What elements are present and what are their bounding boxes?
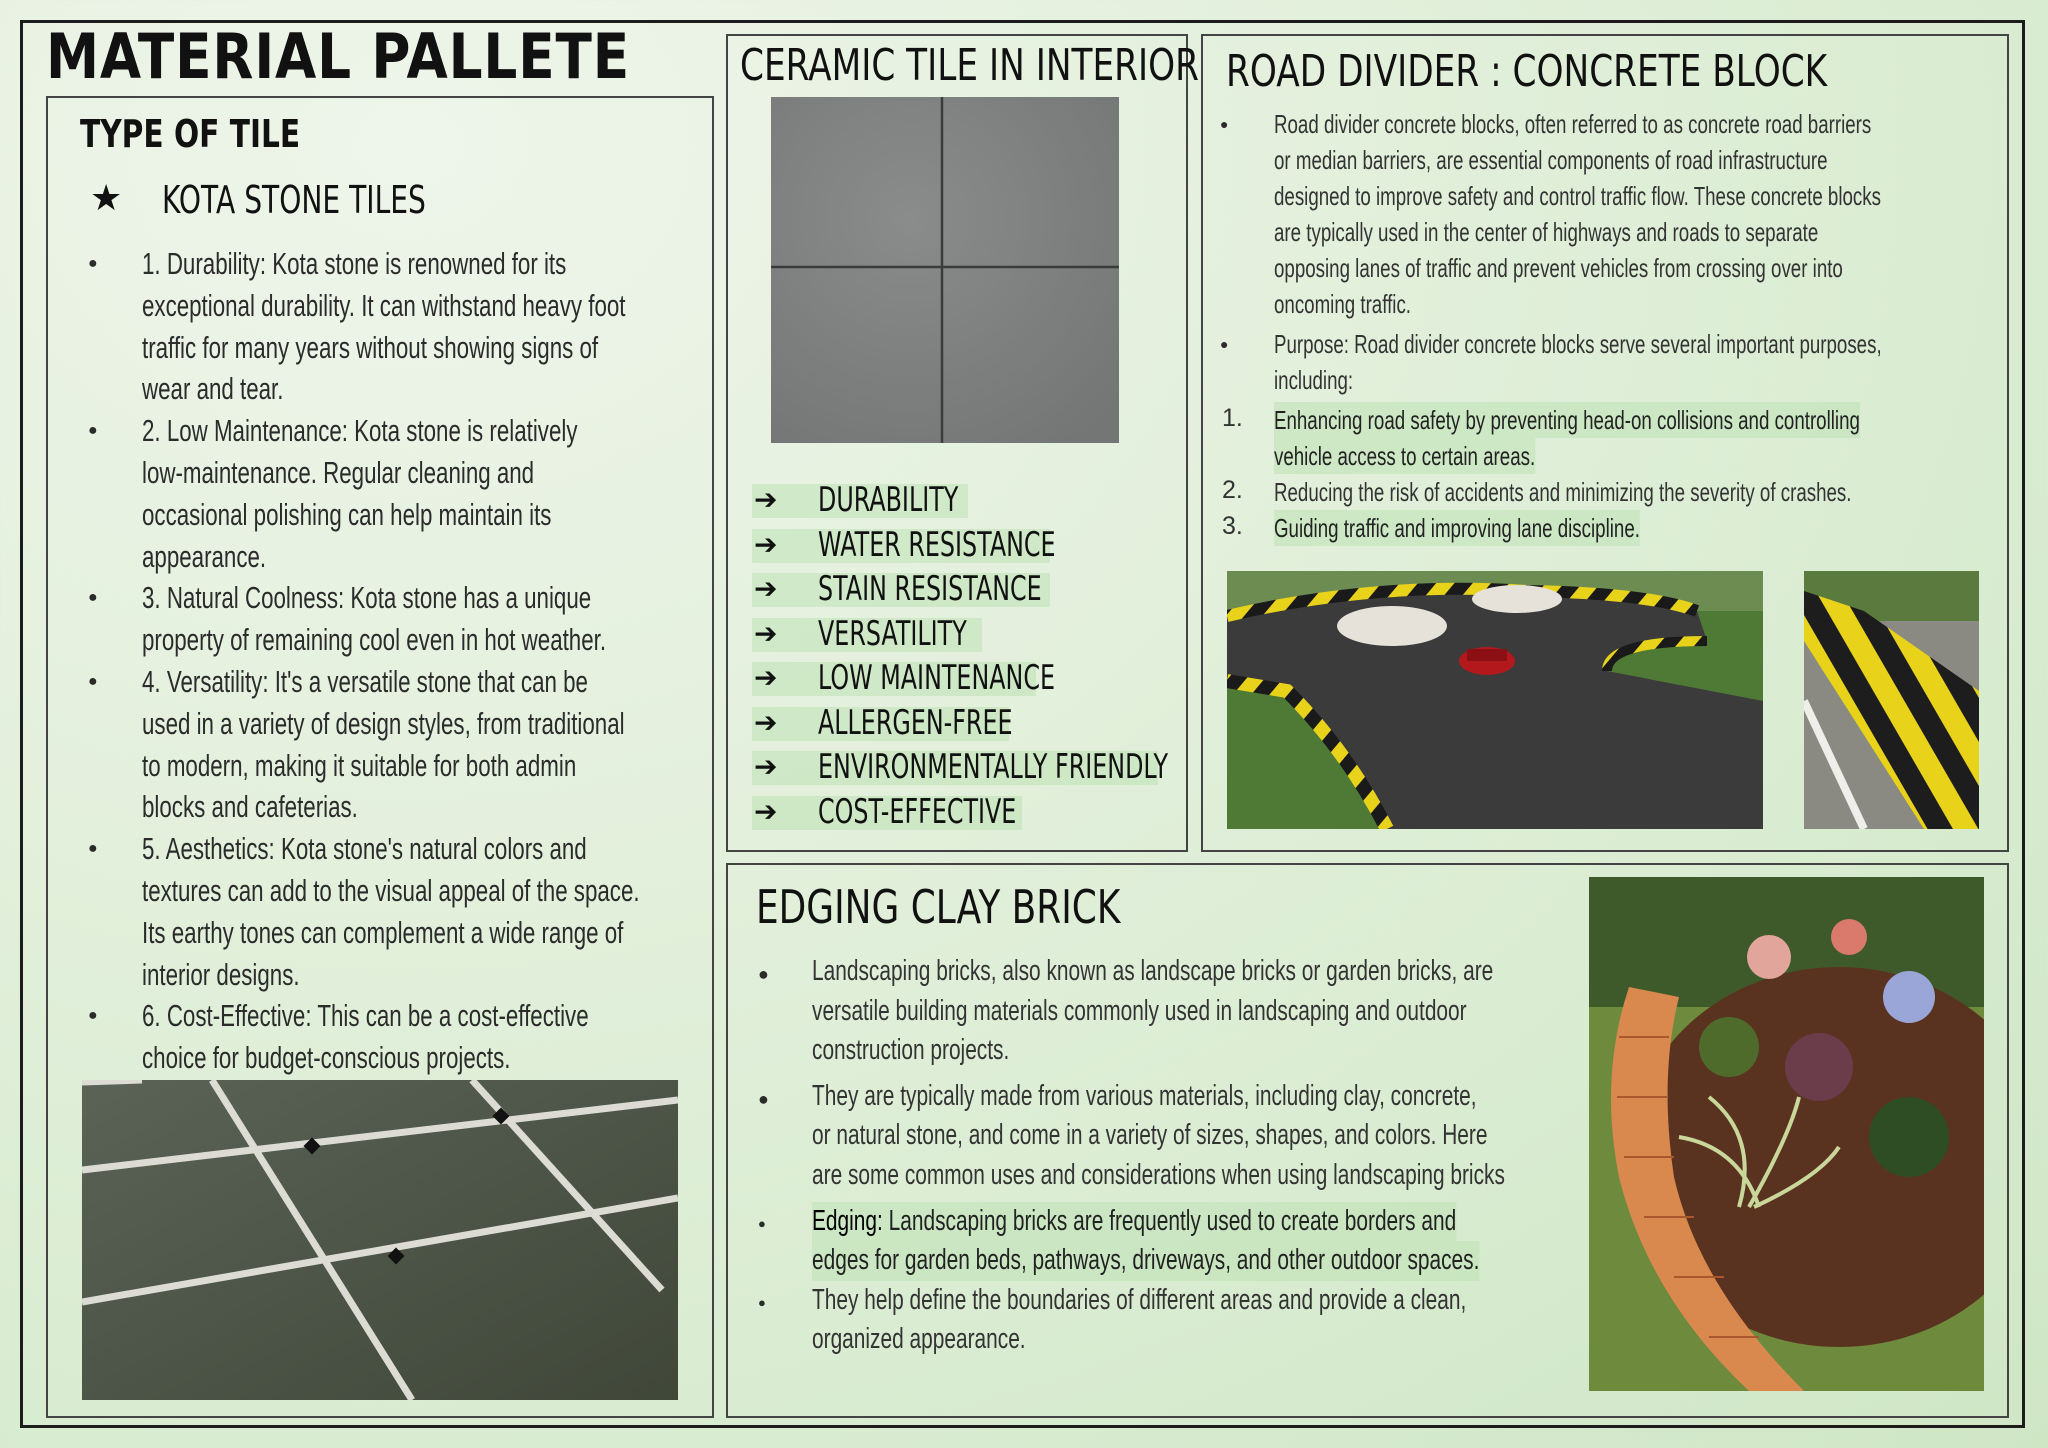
kota-point-line: 3. Natural Coolness: Kota stone has a unique (142, 580, 592, 616)
brick-bullet-line: versatile building materials commonly used in landscaping and outdoor (812, 994, 1467, 1027)
bullet-icon: ● (88, 1007, 98, 1025)
kota-point-line: Its earthy tones can complement a wide range of (142, 914, 624, 950)
kota-point-line: 2. Low Maintenance: Kota stone is relatively (142, 413, 578, 449)
brick-bullet-item (756, 1281, 1576, 1360)
road-numbered-item (1218, 402, 1998, 474)
road-numbered-line: Enhancing road safety by preventing head-on collisions and controlling (1274, 402, 1860, 438)
ceramic-tile-graphic (771, 97, 1119, 443)
list-number: 2. (1222, 476, 1243, 504)
kota-points-list (86, 243, 706, 1079)
bullet-icon: ● (1220, 336, 1229, 352)
kota-point-item (86, 410, 706, 577)
kota-point-line: blocks and cafeterias. (142, 789, 358, 825)
brick-bullet-item (756, 952, 1576, 1071)
road-divider-render-image (1227, 571, 1763, 829)
road-bullet-item (1218, 326, 1998, 398)
arrow-right-icon: ➔ (754, 616, 778, 650)
bullet-icon: ● (88, 840, 98, 858)
bullet-icon: ● (88, 255, 98, 272)
kota-point-item (86, 661, 706, 828)
divider-photo-graphic (1804, 571, 1979, 829)
ceramic-feature-item (752, 745, 1172, 790)
kota-point-line: property of remaining cool even in hot weather. (142, 622, 607, 658)
kota-subheading-label: KOTA STONE TILES (162, 178, 426, 222)
arrow-right-icon: ➔ (754, 750, 778, 783)
kota-point-line: traffic for many years without showing signs of (142, 329, 599, 365)
road-divider-text (1218, 106, 1998, 546)
kota-subheading (90, 178, 426, 222)
ceramic-feature-label: VERSATILITY (818, 613, 967, 654)
garden-graphic (1589, 877, 1984, 1391)
brick-bullet-line: construction projects. (812, 1034, 1010, 1067)
road-bullet-line: or median barriers, are essential components of road infrastructure (1274, 145, 1828, 175)
edging-brick-garden-image (1589, 877, 1984, 1391)
arrow-right-icon: ➔ (754, 661, 778, 694)
road-bullet-line: are typically used in the center of highways and roads to separate (1274, 217, 1819, 247)
ceramic-feature-label: COST-EFFECTIVE (818, 791, 1017, 832)
arrow-right-icon: ➔ (754, 572, 778, 605)
brick-bullet-line: or natural stone, and come in a variety of sizes, shapes, and colors. Here (812, 1119, 1488, 1152)
road-bullet-line: oncoming traffic. (1274, 289, 1412, 319)
brick-bullet-line: organized appearance. (812, 1323, 1026, 1356)
kota-point-line: exceptional durability. It can withstand heavy foot (142, 287, 626, 323)
brick-edging-line (812, 1202, 1456, 1242)
kota-point-item (86, 577, 706, 661)
kota-point-line: textures can add to the visual appeal of the space. (142, 872, 640, 908)
star-icon: ★ (90, 178, 123, 219)
road-divider-heading: ROAD DIVIDER : CONCRETE BLOCK (1226, 46, 1828, 97)
kota-point-item (86, 995, 706, 1079)
kota-point-line: low-maintenance. Regular cleaning and (142, 454, 535, 490)
brick-bullet-line: are some common uses and considerations when using landscaping bricks (812, 1158, 1505, 1191)
kota-point-item (86, 243, 706, 410)
ceramic-feature-item (752, 523, 1172, 568)
ceramic-feature-label: ALLERGEN-FREE (818, 702, 1013, 743)
road-numbered-item (1218, 510, 1998, 546)
brick-edging-line: edges for garden beds, pathways, driveways, and other outdoor spaces. (812, 1241, 1479, 1281)
bullet-icon: ● (758, 1215, 766, 1231)
bullet-icon: ● (88, 589, 98, 607)
ceramic-feature-item (752, 612, 1172, 657)
kota-point-line: 1. Durability: Kota stone is renowned for its (142, 246, 567, 281)
bullet-icon: ● (758, 964, 769, 984)
kota-floor-graphic (82, 1080, 678, 1400)
ceramic-feature-item (752, 790, 1172, 835)
ceramic-feature-item (752, 478, 1172, 523)
edging-text: Landscaping bricks are frequently used to create borders and (882, 1204, 1457, 1237)
brick-edging-item (756, 1202, 1576, 1281)
list-number: 3. (1222, 512, 1243, 540)
arrow-right-icon: ➔ (754, 527, 778, 561)
ceramic-feature-item (752, 567, 1172, 612)
ceramic-feature-label: DURABILITY (818, 480, 959, 520)
kota-point-line: 4. Versatility: It's a versatile stone that can be (142, 663, 588, 699)
arrow-right-icon: ➔ (754, 483, 778, 516)
bullet-icon: ● (758, 1088, 769, 1109)
kota-point-line: interior designs. (142, 956, 300, 992)
road-bullet-line: Road divider concrete blocks, often referred to as concrete road barriers (1274, 109, 1872, 139)
ceramic-tile-image (771, 97, 1119, 443)
ceramic-feature-label: STAIN RESISTANCE (818, 569, 1042, 609)
kota-floor-image (82, 1080, 678, 1400)
bullet-icon: ● (88, 672, 98, 690)
road-bullet-line: Purpose: Road divider concrete blocks serve several important purposes, (1274, 329, 1882, 359)
ceramic-feature-item (752, 656, 1172, 701)
ceramic-heading: CERAMIC TILE IN INTERIOR (740, 40, 1199, 91)
type-of-tile-heading: TYPE OF TILE (80, 112, 301, 156)
ceramic-feature-label: ENVIRONMENTALLY FRIENDLY (818, 747, 1169, 787)
kota-point-line: 5. Aesthetics: Kota stone's natural colors and (142, 831, 587, 867)
kota-point-line: used in a variety of design styles, from traditional (142, 705, 625, 741)
ceramic-features-list (752, 478, 1172, 834)
road-bullet-line: including: (1274, 365, 1354, 395)
kota-point-line: 6. Cost-Effective: This can be a cost-effective (142, 998, 589, 1034)
road-bullet-line: designed to improve safety and control traffic flow. These concrete blocks (1274, 181, 1881, 211)
kota-point-line: wear and tear. (142, 371, 284, 407)
ceramic-feature-label: LOW MAINTENANCE (818, 658, 1056, 698)
road-numbered-item (1218, 474, 1998, 510)
kota-point-line: choice for budget-conscious projects. (142, 1040, 511, 1076)
edging-brick-heading: EDGING CLAY BRICK (756, 880, 1121, 934)
kota-point-item (86, 828, 706, 995)
brick-bullet-item (756, 1077, 1576, 1196)
bullet-icon: ● (1220, 116, 1229, 132)
kota-point-line: to modern, making it suitable for both admin (142, 747, 577, 783)
ceramic-feature-item (752, 701, 1172, 746)
road-numbered-line: Guiding traffic and improving lane discipline. (1274, 510, 1640, 546)
road-numbered-line: Reducing the risk of accidents and minimizing the severity of crashes. (1274, 477, 1852, 507)
road-bullet-line: opposing lanes of traffic and prevent vehicles from crossing over into (1274, 253, 1843, 283)
page-title: MATERIAL PALLETE (46, 20, 631, 93)
road-render-graphic (1227, 571, 1763, 829)
ceramic-feature-label: WATER RESISTANCE (818, 524, 1056, 565)
road-divider-photo-image (1804, 571, 1979, 829)
brick-bullet-line: They are typically made from various materials, including clay, concrete, (812, 1079, 1477, 1112)
arrow-right-icon: ➔ (754, 705, 778, 739)
kota-point-line: appearance. (142, 538, 267, 574)
arrow-right-icon: ➔ (754, 794, 778, 828)
brick-bullet-line: They help define the boundaries of different areas and provide a clean, (812, 1283, 1467, 1316)
edging-brick-text (756, 952, 1576, 1360)
bullet-icon: ● (758, 1294, 766, 1310)
edging-label: Edging: (812, 1204, 883, 1237)
brick-bullet-line: Landscaping bricks, also known as landscape bricks or garden bricks, are (812, 955, 1494, 987)
kota-point-line: occasional polishing can help maintain its (142, 496, 552, 532)
list-number: 1. (1222, 404, 1243, 432)
road-numbered-line: vehicle access to certain areas. (1274, 438, 1535, 474)
road-bullet-item (1218, 106, 1998, 322)
bullet-icon: ● (88, 422, 98, 440)
